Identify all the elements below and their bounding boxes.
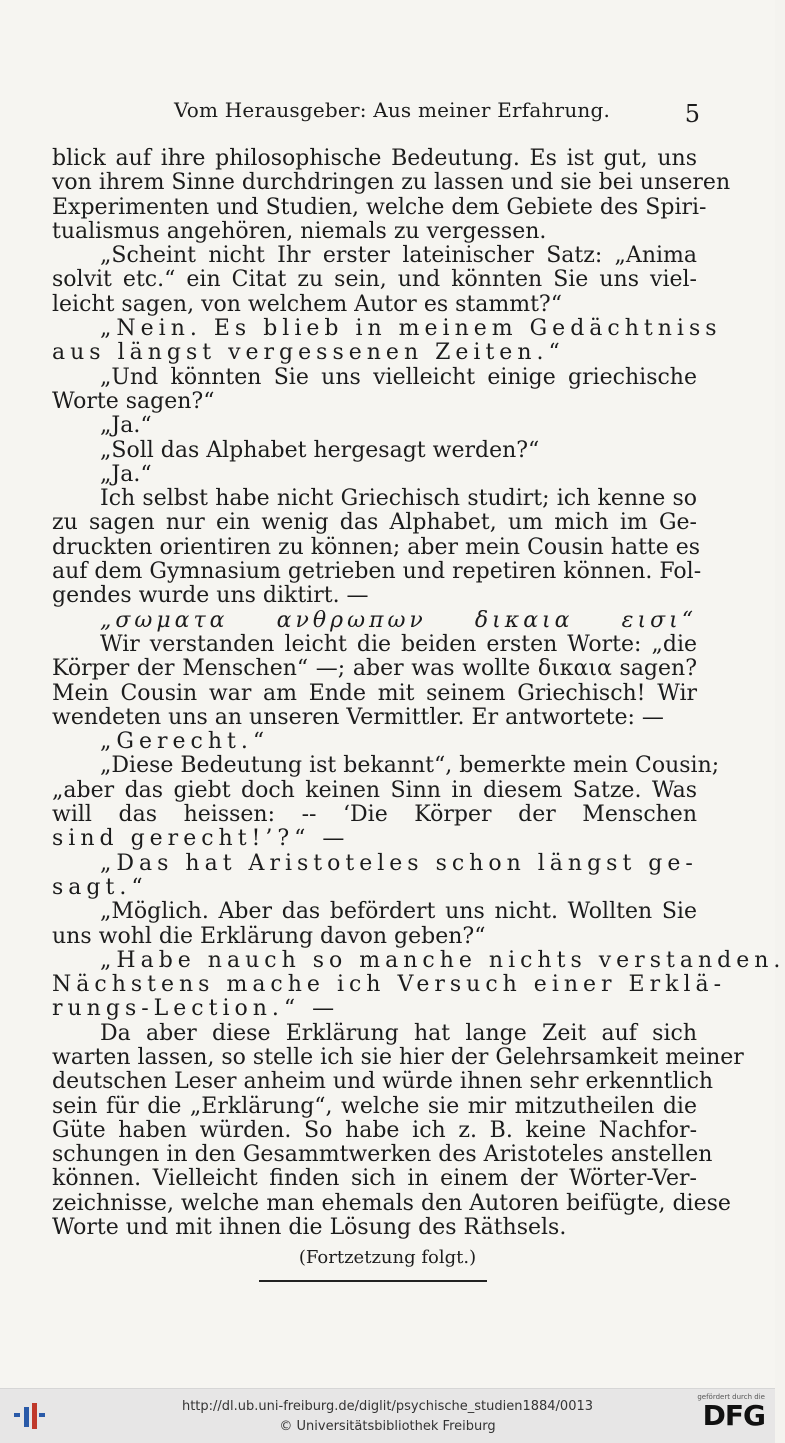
page-header (52, 98, 700, 128)
text-line: sagt.“ (52, 874, 148, 900)
text-line: gendes wurde uns diktirt. — (52, 583, 369, 609)
text-line: blick auf ihre philosophische Bedeutung. Es ist gut, uns (52, 146, 697, 171)
text-line: „Scheint nicht Ihr erster lateinischer Satz: „Anima (100, 243, 697, 269)
text-line: „Nein. Es blieb in meinem Gedächtniss (100, 316, 722, 342)
text-line: rungs-Lection.“ — (52, 996, 340, 1022)
dfg-logo-icon: DFG (702, 1399, 765, 1432)
text-line: sein für die „Erklärung“, welche sie mir mitzutheilen die (52, 1093, 697, 1119)
continuation-note: (Fortzetzung folgt.) (298, 1247, 477, 1268)
end-rule (259, 1280, 487, 1282)
text-line: „aber das giebt doch keinen Sinn in diesem Satze. Was (52, 777, 697, 803)
text-line: „Habe nauch so manche nichts verstanden. (100, 947, 785, 973)
text-line: schungen in den Gesammtwerken des Aristoteles anstellen (52, 1142, 713, 1168)
text-line: Mein Cousin war am Ende mit seinem Griechisch! Wir (52, 680, 697, 706)
text-line: sind gerecht!’?“ — (52, 826, 350, 852)
text-line: zu sagen nur ein wenig das Alphabet, um mich im Ge- (52, 510, 697, 536)
text-line: Güte haben würden. So habe ich z. B. keine Nachfor- (52, 1117, 697, 1143)
text-line: „Ja.“ (100, 413, 152, 439)
text-line: Körper der Menschen“ —; aber was wollte δικαια sagen? (52, 656, 697, 682)
sponsor-caption: gefördert durch die (697, 1393, 765, 1401)
text-line: tualismus angehören, niemals zu vergessen. (52, 218, 547, 244)
text-line: Ich selbst habe nicht Griechisch studirt; ich kenne so (100, 486, 697, 512)
text-line: „Soll das Alphabet hergesagt werden?“ (100, 437, 540, 463)
text-line: „Das hat Aristoteles schon längst ge- (100, 850, 698, 876)
running-head: Vom Herausgeber: Aus meiner Erfahrung. (174, 98, 611, 122)
text-line: solvit etc.“ ein Citat zu sein, und könnten Sie uns viel- (52, 267, 697, 293)
text-line: warten lassen, so stelle ich sie hier der Gelehrsamkeit meiner (52, 1044, 744, 1070)
text-line: zeichnisse, welche man ehemals den Autoren beifügte, diese (52, 1190, 731, 1216)
text-line: auf dem Gymnasium getrieben und repetiren können. Fol- (52, 559, 702, 585)
text-line: Worte und mit ihnen die Lösung des Räthsels. (52, 1215, 567, 1241)
text-line: „Ja.“ (100, 461, 152, 487)
text-line: wendeten uns an unseren Vermittler. Er antwortete: — (52, 704, 664, 730)
text-line: uns wohl die Erklärung davon geben?“ (52, 923, 486, 949)
source-url-link[interactable]: http://dl.ub.uni-freiburg.de/diglit/psychische_studien1884/0013 (181, 1399, 594, 1414)
text-line: Worte sagen?“ (52, 388, 215, 414)
text-line: „Gerecht.“ (100, 729, 270, 755)
text-line: will das heissen: -- ‘Die Körper der Menschen (52, 802, 697, 828)
text-line: können. Vielleicht finden sich in einem der Wörter-Ver- (52, 1166, 697, 1192)
text-line: „Und könnten Sie uns vielleicht einige griechische (100, 364, 697, 390)
text-line: Experimenten und Studien, welche dem Gebiete des Spiri- (52, 194, 707, 220)
text-line: aus längst vergessenen Zeiten.“ (52, 340, 565, 366)
text-line: leicht sagen, von welchem Autor es stammt?“ (52, 291, 562, 317)
text-line: Nächstens mache ich Versuch einer Erklä- (52, 972, 727, 998)
copyright-text: © Universitätsbibliothek Freiburg (279, 1419, 496, 1434)
text-line: „σωματα ανθρωπων δικαια εισι“ (100, 607, 697, 633)
text-line: druckten orientiren zu können; aber mein Cousin hatte es (52, 534, 701, 560)
dfg-sponsor-logo[interactable] (681, 1393, 765, 1439)
text-line: Wir verstanden leicht die beiden ersten Worte: „die (100, 631, 697, 657)
page-number: 5 (684, 100, 700, 128)
text-line: Da aber diese Erklärung hat lange Zeit auf sich (100, 1020, 697, 1046)
text-line: „Diese Bedeutung ist bekannt“, bemerkte mein Cousin; (100, 753, 720, 779)
text-line: „Möglich. Aber das befördert uns nicht. Wollten Sie (100, 899, 697, 925)
body-text (52, 146, 785, 1241)
viewer-footer-bar (0, 1388, 775, 1443)
text-line: deutschen Leser anheim und würde ihnen sehr erkenntlich (52, 1069, 714, 1095)
text-line: von ihrem Sinne durchdringen zu lassen und sie bei unseren (52, 170, 731, 196)
